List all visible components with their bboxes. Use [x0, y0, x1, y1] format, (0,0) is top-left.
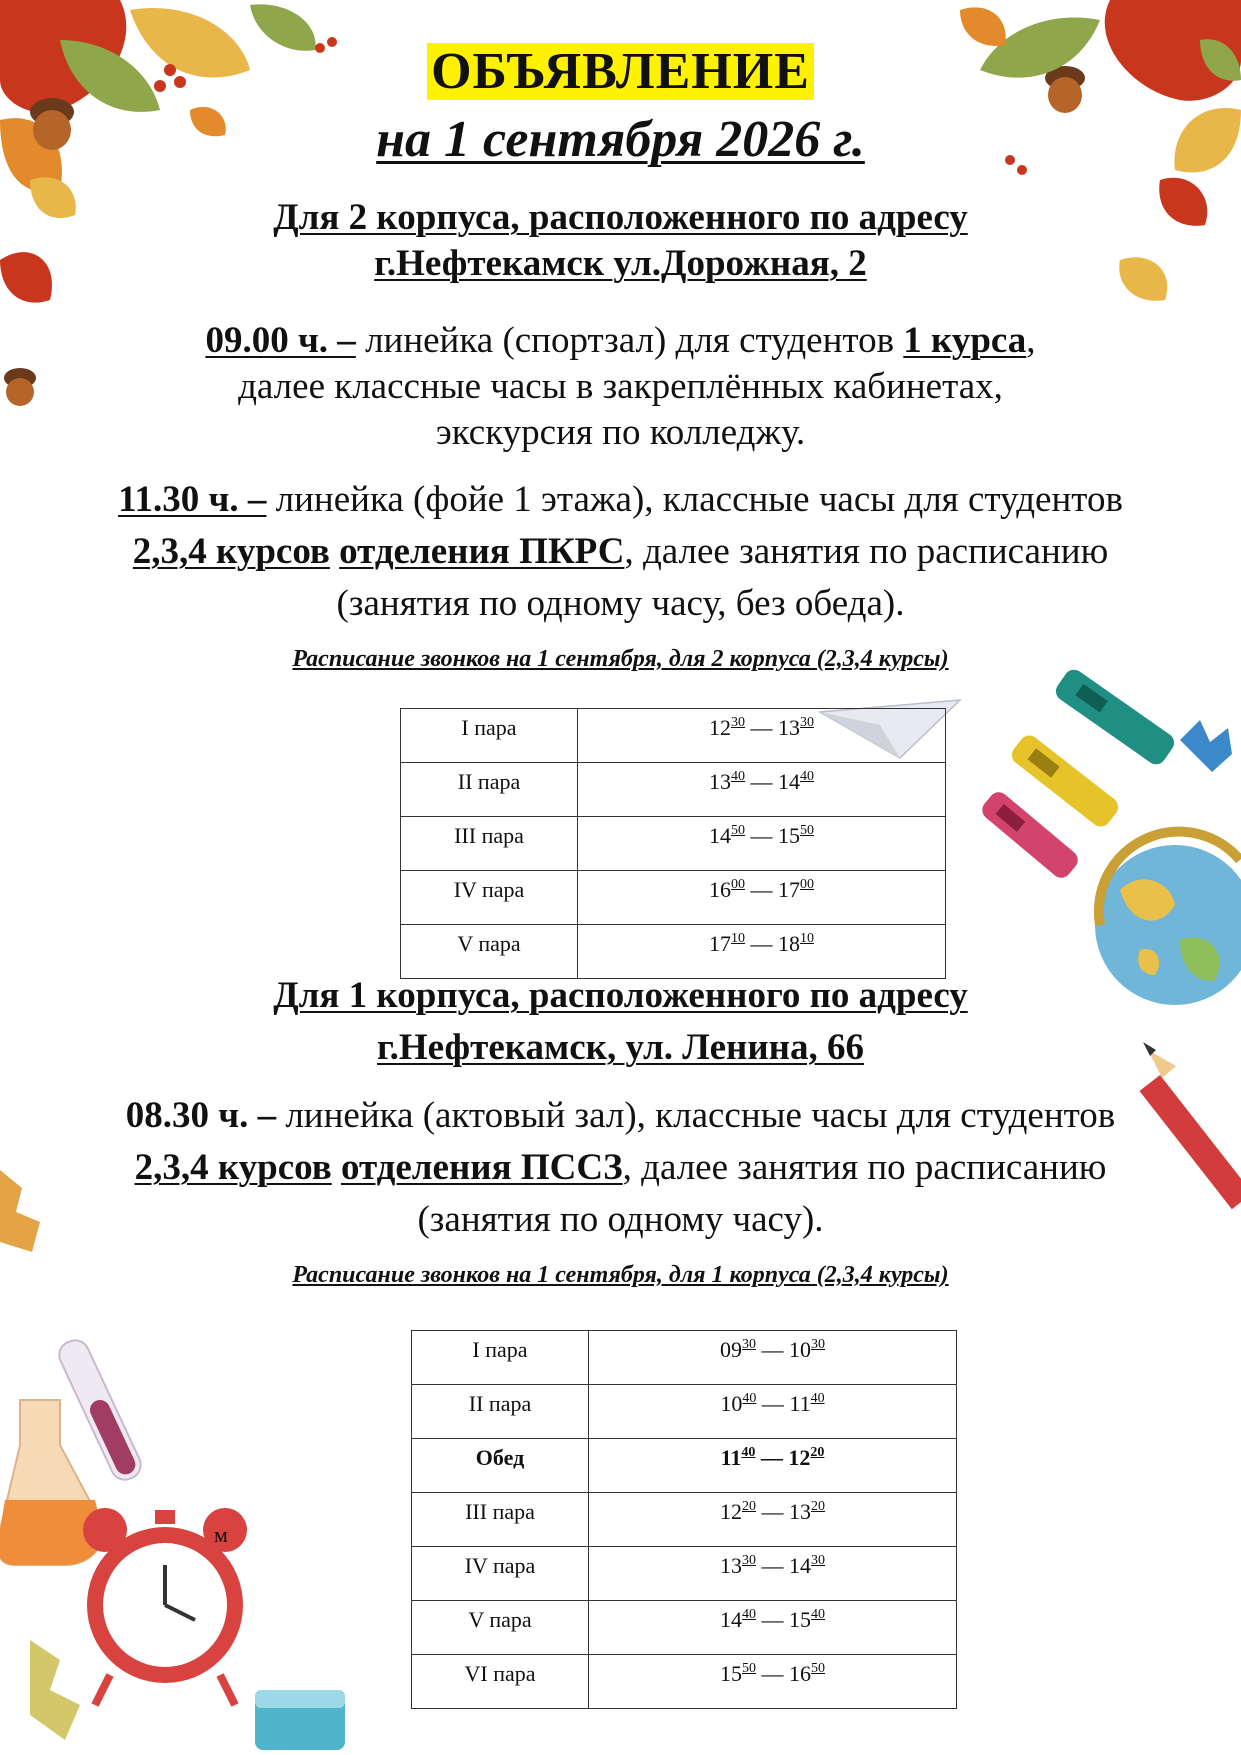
schedule-row	[401, 709, 946, 763]
start-minute: 30	[742, 1553, 756, 1568]
paragraph-text: (занятия по одному часу).	[417, 1199, 824, 1240]
start-minute: 30	[742, 1337, 756, 1352]
schedule-row	[401, 763, 946, 817]
course-1: 1 курса	[903, 320, 1027, 361]
paragraph-text: (занятия по одному часу, без обеда).	[336, 583, 905, 624]
end-minute: 40	[810, 1391, 825, 1406]
time-0830: 08.30 ч. –	[125, 1095, 277, 1136]
time-separator: —	[745, 715, 778, 740]
end-hour: 16	[789, 1661, 811, 1686]
start-minute: 20	[742, 1499, 756, 1514]
pair-name: III пара	[401, 817, 578, 871]
time-separator: —	[756, 1337, 789, 1362]
start-minute: 00	[731, 877, 745, 892]
end-hour: 11	[789, 1391, 811, 1416]
time-1130: 11.30 ч. –	[118, 479, 267, 520]
end-hour: 14	[789, 1553, 811, 1578]
end-minute: 40	[800, 769, 814, 784]
schedule-row	[412, 1655, 957, 1709]
end-minute: 00	[800, 877, 814, 892]
schedule-row	[412, 1601, 957, 1655]
paragraph-text: далее классные часы в закреплённых кабинетах,	[238, 366, 1003, 407]
paragraph-text: линейка (спортзал) для студентов	[355, 320, 904, 361]
building2-paragraph1	[0, 318, 1241, 456]
page-title: ОБЪЯВЛЕНИЕ	[427, 43, 814, 100]
start-hour: 12	[709, 715, 731, 740]
end-hour: 14	[778, 769, 800, 794]
time-separator: —	[745, 823, 778, 848]
time-separator: —	[745, 769, 778, 794]
building2-paragraph2	[0, 474, 1241, 630]
schedule-row	[412, 1439, 957, 1493]
building2-heading-line1: Для 2 корпуса, расположенного по адресу	[273, 197, 968, 238]
department-pkrs: отделения ПКРС	[339, 531, 625, 572]
time-range	[578, 763, 946, 817]
end-minute: 30	[800, 715, 814, 730]
crayons-icon	[978, 666, 1178, 882]
time-range	[589, 1655, 957, 1709]
building1-heading	[0, 970, 1241, 1074]
start-minute: 40	[731, 769, 745, 784]
start-minute: 50	[731, 823, 745, 838]
courses-234: 2,3,4 курсов	[134, 1147, 332, 1188]
courses-234: 2,3,4 курсов	[132, 531, 330, 572]
end-minute: 20	[811, 1499, 825, 1514]
time-range	[578, 709, 946, 763]
pair-name: I пара	[412, 1331, 589, 1385]
end-minute: 20	[810, 1445, 825, 1460]
pair-name: V пара	[412, 1601, 589, 1655]
end-hour: 10	[789, 1337, 811, 1362]
start-hour: 14	[709, 823, 731, 848]
start-minute: 40	[742, 1391, 757, 1406]
start-minute: 10	[731, 931, 745, 946]
time-separator: —	[755, 1445, 789, 1470]
start-hour: 14	[720, 1607, 742, 1632]
schedule-caption-building2: Расписание звонков на 1 сентября, для 2 корпуса (2,3,4 курсы)	[292, 646, 949, 672]
time-range	[589, 1601, 957, 1655]
end-minute: 30	[811, 1337, 825, 1352]
pair-name: V пара	[401, 925, 578, 979]
end-minute: 40	[811, 1607, 825, 1622]
building2-heading	[0, 195, 1241, 287]
time-separator: —	[756, 1661, 789, 1686]
end-hour: 13	[789, 1499, 811, 1524]
time-range	[589, 1439, 957, 1493]
start-hour: 10	[720, 1391, 743, 1416]
paragraph-text	[330, 531, 339, 572]
start-minute: 40	[741, 1445, 756, 1460]
start-hour: 12	[720, 1499, 742, 1524]
start-hour: 13	[720, 1553, 742, 1578]
end-hour: 12	[788, 1445, 811, 1470]
paragraph-text: ,	[1026, 320, 1036, 361]
schedule-row	[412, 1547, 957, 1601]
start-minute: 40	[742, 1607, 756, 1622]
start-hour: 15	[720, 1661, 742, 1686]
paragraph-text: линейка (актовый зал), классные часы для студентов	[276, 1095, 1116, 1136]
end-hour: 13	[778, 715, 800, 740]
start-hour: 17	[709, 931, 731, 956]
paragraph-text: линейка (фойе 1 этажа), классные часы для студентов	[266, 479, 1123, 520]
pair-name: II пара	[401, 763, 578, 817]
time-range	[589, 1331, 957, 1385]
pair-name: VI пара	[412, 1655, 589, 1709]
start-hour: 09	[720, 1337, 742, 1362]
schedule-row	[412, 1493, 957, 1547]
pair-name: III пара	[412, 1493, 589, 1547]
time-range	[578, 817, 946, 871]
time-separator: —	[756, 1553, 789, 1578]
schedule-table-building1	[411, 1330, 957, 1709]
building1-heading-line1: Для 1 корпуса, расположенного по адресу	[273, 975, 968, 1016]
start-minute: 50	[742, 1661, 756, 1676]
end-minute: 50	[800, 823, 814, 838]
paragraph-text: , далее занятия по расписанию	[624, 531, 1109, 572]
end-minute: 10	[800, 931, 814, 946]
time-range	[589, 1547, 957, 1601]
date-line: на 1 сентября 2026 г.	[376, 111, 865, 168]
time-separator: —	[756, 1499, 789, 1524]
paragraph-text: , далее занятия по расписанию	[622, 1147, 1107, 1188]
schedule-row	[412, 1385, 957, 1439]
paragraph-text	[332, 1147, 341, 1188]
end-hour: 15	[789, 1607, 811, 1632]
department-pssz: отделения ПССЗ	[340, 1147, 623, 1188]
end-minute: 30	[811, 1553, 825, 1568]
time-separator: —	[745, 931, 778, 956]
end-minute: 50	[811, 1661, 825, 1676]
end-hour: 17	[778, 877, 800, 902]
pair-name: Обед	[412, 1439, 589, 1493]
schedule-row	[401, 871, 946, 925]
start-hour: 11	[720, 1445, 742, 1470]
time-range	[589, 1385, 957, 1439]
end-hour: 18	[778, 931, 800, 956]
time-separator: —	[745, 877, 778, 902]
end-hour: 15	[778, 823, 800, 848]
pair-name: IV пара	[412, 1547, 589, 1601]
building2-address: г.Нефтекамск ул.Дорожная, 2	[374, 243, 867, 284]
schedule-row	[401, 817, 946, 871]
schedule-table-building2	[400, 708, 946, 979]
stray-letter: м	[214, 1522, 228, 1547]
schedule-row	[412, 1331, 957, 1385]
time-separator: —	[756, 1391, 790, 1416]
start-hour: 16	[709, 877, 731, 902]
time-0900: 09.00 ч. –	[205, 320, 356, 361]
schedule-caption-building1: Расписание звонков на 1 сентября, для 1 корпуса (2,3,4 курсы)	[292, 1262, 949, 1288]
pair-name: I пара	[401, 709, 578, 763]
paragraph-text: экскурсия по колледжу.	[435, 412, 806, 453]
building1-paragraph	[0, 1090, 1241, 1246]
pair-name: II пара	[412, 1385, 589, 1439]
start-hour: 13	[709, 769, 731, 794]
time-range	[589, 1493, 957, 1547]
pair-name: IV пара	[401, 871, 578, 925]
time-range	[578, 871, 946, 925]
time-separator: —	[756, 1607, 789, 1632]
start-minute: 30	[731, 715, 745, 730]
building1-address: г.Нефтекамск, ул. Ленина, 66	[377, 1027, 864, 1068]
